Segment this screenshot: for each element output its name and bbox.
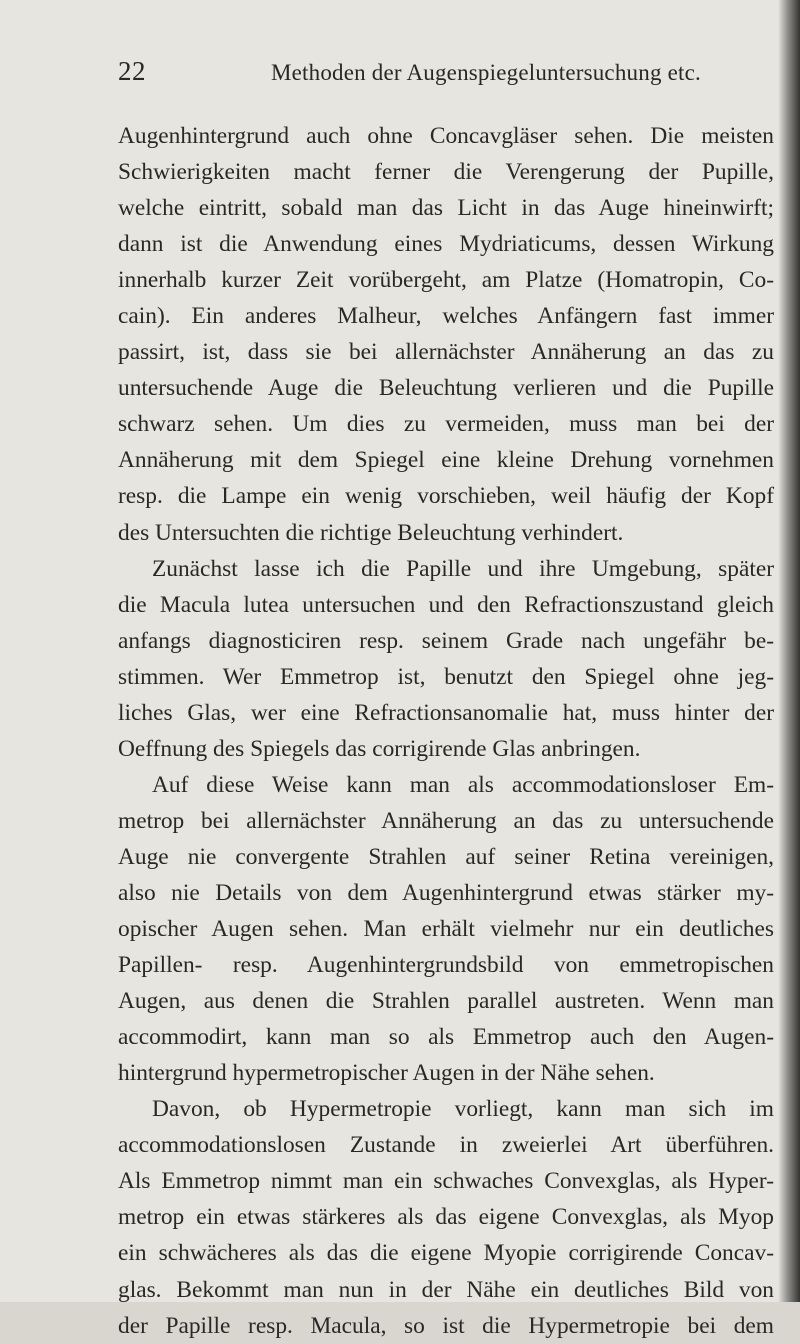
text-line: accommodationslosen Zustande in zweierlei Art überführen. [118, 1132, 774, 1159]
text-line: Schwierigkeiten macht ferner die Verengerung der Pupille, [118, 159, 774, 186]
text-line: anfangs diagnosticiren resp. seinem Grade nach ungefähr be- [118, 627, 774, 654]
text-line: untersuchende Auge die Beleuchtung verlieren und die Pupille [118, 375, 774, 402]
text-line: metrop bei allernächster Annäherung an das zu untersuchende [118, 807, 774, 834]
text-line: Papillen- resp. Augenhintergrundsbild von emmetropischen [118, 952, 774, 979]
text-line: Oeffnung des Spiegels das corrigirende Glas anbringen. [118, 735, 641, 762]
text-line: der Papille resp. Macula, so ist die Hypermetropie bei dem [118, 1312, 774, 1339]
text-line: stimmen. Wer Emmetrop ist, benutzt den Spiegel ohne jeg- [118, 663, 774, 690]
page-edge-shadow [778, 0, 800, 1302]
text-line: accommodirt, kann man so als Emmetrop auch den Augen- [118, 1024, 774, 1051]
text-line: Zunächst lasse ich die Papille und ihre Umgebung, später [152, 555, 774, 582]
text-line: metrop ein etwas stärkeres als das eigene Convexglas, als Myop [118, 1204, 774, 1231]
text-line: Annäherung mit dem Spiegel eine kleine Drehung vornehmen [118, 447, 774, 474]
text-line: Augen, aus denen die Strahlen parallel austreten. Wenn man [118, 988, 774, 1015]
text-line: dann ist die Anwendung eines Mydriaticums, dessen Wirkung [118, 231, 774, 258]
text-line: hintergrund hypermetropischer Augen in der Nähe sehen. [118, 1060, 655, 1087]
body-text [118, 118, 774, 1344]
text-line: Als Emmetrop nimmt man ein schwaches Convexglas, als Hyper- [118, 1168, 774, 1195]
text-line: glas. Bekommt man nun in der Nähe ein deutliches Bild von [118, 1276, 774, 1303]
text-line: Davon, ob Hypermetropie vorliegt, kann man sich im [152, 1096, 774, 1123]
text-line: also nie Details von dem Augenhintergrund etwas stärker my- [118, 879, 774, 906]
text-line: Auge nie convergente Strahlen auf seiner Retina vereinigen, [118, 843, 774, 870]
text-line: des Untersuchten die richtige Beleuchtung verhindert. [118, 519, 624, 546]
page-number: 22 [118, 56, 146, 86]
text-line: Auf diese Weise kann man als accommodationsloser Em- [152, 771, 774, 798]
page-header [118, 56, 778, 96]
running-head: Methoden der Augenspiegeluntersuchung etc. [271, 60, 701, 85]
text-line: passirt, ist, dass sie bei allernächster Annäherung an das zu [118, 339, 774, 366]
text-line: innerhalb kurzer Zeit vorübergeht, am Platze (Homatropin, Co- [118, 267, 774, 294]
text-line: resp. die Lampe ein wenig vorschieben, weil häufig der Kopf [118, 483, 774, 510]
text-line: cain). Ein anderes Malheur, welches Anfängern fast immer [118, 303, 774, 330]
text-line: ein schwächeres als das die eigene Myopie corrigirende Concav- [118, 1240, 774, 1267]
text-line: die Macula lutea untersuchen und den Refractionszustand gleich [118, 591, 774, 618]
text-line: liches Glas, wer eine Refractionsanomalie hat, muss hinter der [118, 699, 774, 726]
text-line: Augenhintergrund auch ohne Concavgläser sehen. Die meisten [118, 123, 774, 149]
text-line: schwarz sehen. Um dies zu vermeiden, muss man bei der [118, 411, 774, 438]
text-line: opischer Augen sehen. Man erhält vielmehr nur ein deutliches [118, 916, 774, 943]
text-line: welche eintritt, sobald man das Licht in das Auge hineinwirft; [118, 195, 774, 222]
